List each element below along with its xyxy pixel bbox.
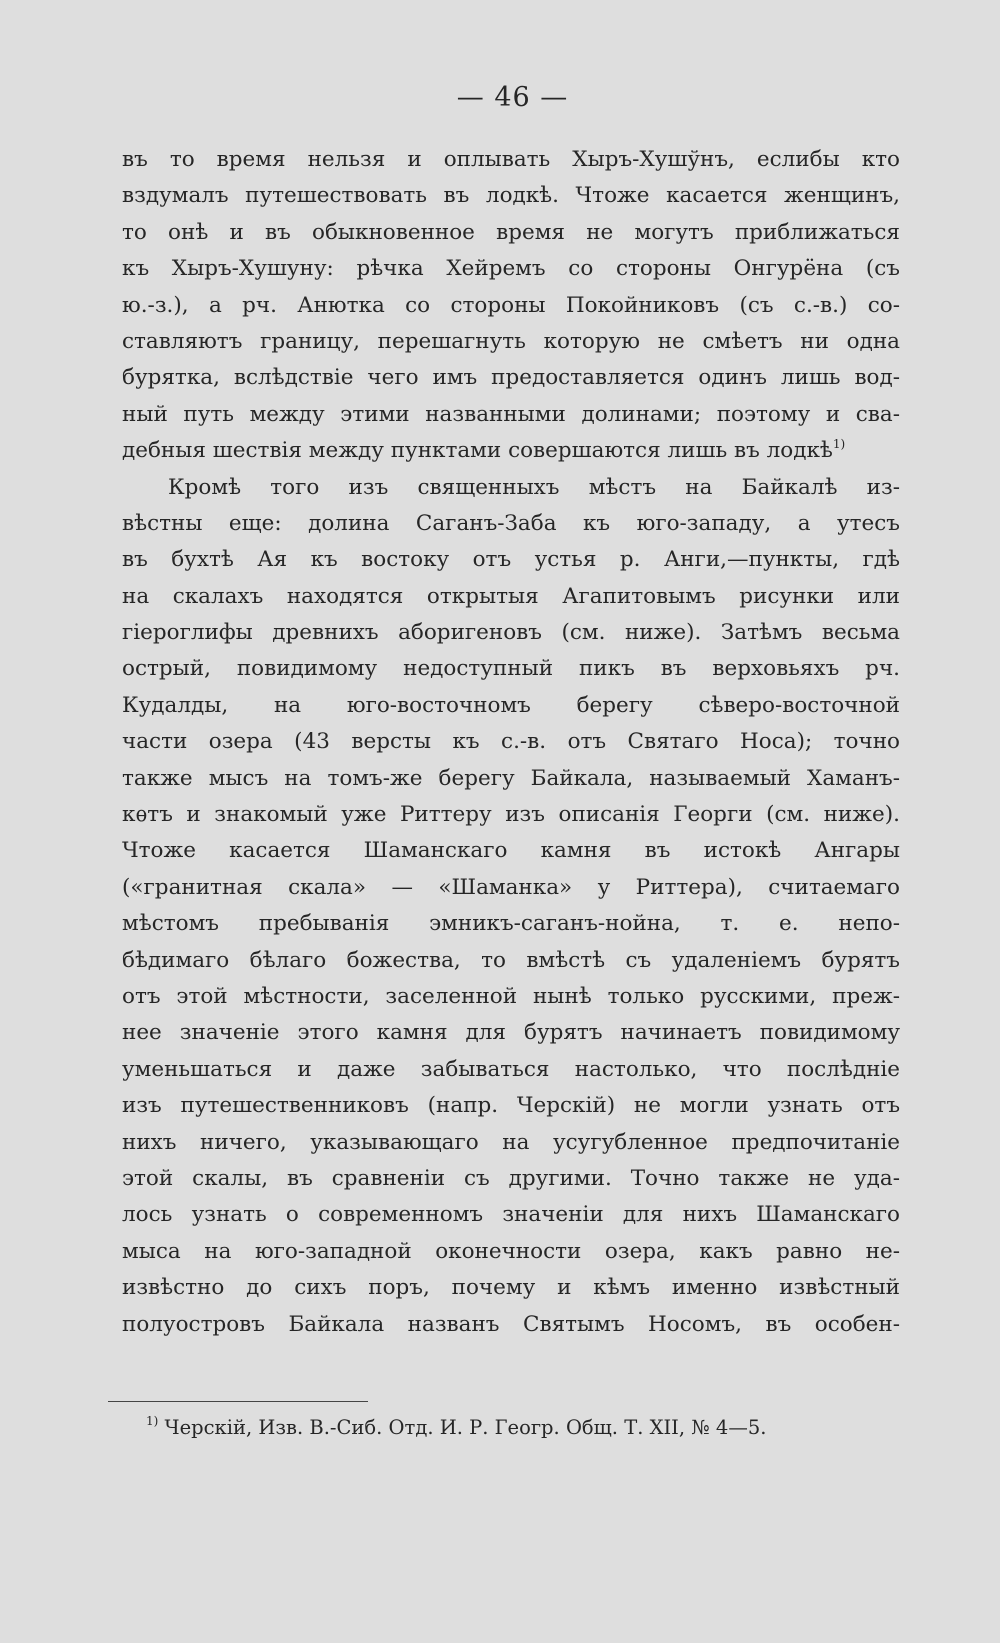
footnote-divider <box>108 1401 368 1402</box>
text-line: кѳтъ и знакомый уже Риттеру изъ описанія Георги (см. ниже). <box>122 802 900 828</box>
text-line: мыса на юго-западной оконечности озера, какъ равно не- <box>122 1238 900 1264</box>
text-line: къ Хыръ-Хушуну: рѣчка Хейремъ со стороны Онгурёна (съ <box>122 256 900 282</box>
text-line: то онѣ и въ обыкновенное время не могутъ приближаться <box>122 219 900 245</box>
footnote-marker: 1) <box>146 1414 159 1428</box>
text-line: нее значеніе этого камня для бурятъ начинаетъ повидимому <box>122 1020 900 1046</box>
text-line: въ бухтѣ Ая къ востоку отъ устья р. Анги,—пункты, гдѣ <box>122 547 900 573</box>
text-line: на скалахъ находятся открытыя Агапитовымъ рисунки или <box>122 583 900 609</box>
text-line: острый, повидимому недоступный пикъ въ верховьяхъ рч. <box>122 656 900 682</box>
text-line: нихъ ничего, указывающаго на усугубленное предпочитаніе <box>122 1129 900 1155</box>
text-line: ю.-з.), а рч. Анютка со стороны Покойниковъ (съ с.-в.) со- <box>122 292 900 318</box>
text-line: уменьшаться и даже забываться настолько, что послѣдніе <box>122 1056 900 1082</box>
footnote <box>108 1409 893 1447</box>
text-line: Чтоже касается Шаманскаго камня въ истокѣ Ангары <box>122 838 900 864</box>
text-line: этой скалы, въ сравненіи съ другими. Точно также не уда- <box>122 1165 900 1191</box>
page-number: — 46 — <box>456 82 569 113</box>
text-line: полуостровъ Байкала названъ Святымъ Носомъ, въ особен- <box>122 1311 900 1337</box>
text-line-content: дебныя шествія между пунктами совершаются лишь въ лодкѣ <box>122 438 833 464</box>
text-line: ный путь между этими названными долинами; поэтому и сва- <box>122 401 900 427</box>
text-line-with-footnote-ref <box>122 433 900 469</box>
text-line: также мысъ на томъ-же берегу Байкала, называемый Хаманъ- <box>122 765 900 791</box>
text-line: вздумалъ путешествовать въ лодкѣ. Чтоже касается женщинъ, <box>122 183 900 209</box>
text-line: въ то время нельзя и оплывать Хыръ-Хушўнъ, еслибы кто <box>122 147 900 172</box>
text-line: мѣстомъ пребыванія эмникъ-саганъ-нойна, т. е. непо- <box>122 911 900 937</box>
text-line: бѣдимаго бѣлаго божества, то вмѣстѣ съ удаленіемъ бурятъ <box>122 947 900 973</box>
text-line: изъ путешественниковъ (напр. Черскій) не могли узнать отъ <box>122 1093 900 1119</box>
text-line: гіероглифы древнихъ аборигеновъ (см. ниже). Затѣмъ весьма <box>122 620 900 646</box>
text-line: части озера (43 версты къ с.-в. отъ Святаго Носа); точно <box>122 729 900 755</box>
footnote-text: Черскій, Изв. В.-Сиб. Отд. И. Р. Геогр. Общ. Т. XII, № 4—5. <box>164 1416 767 1439</box>
text-line: («гранитная скала» — «Шаманка» у Риттера), считаемаго <box>122 874 900 900</box>
text-line: извѣстно до сихъ поръ, почему и кѣмъ именно извѣстный <box>122 1275 900 1301</box>
text-line: лось узнать о современномъ значеніи для нихъ Шаманскаго <box>122 1202 900 1228</box>
text-line: вѣстны еще: долина Саганъ-Заба къ юго-западу, а утесъ <box>122 510 900 536</box>
text-line: отъ этой мѣстности, заселенной нынѣ только русскими, преж- <box>122 983 900 1009</box>
paragraph-first-line: Кромѣ того изъ священныхъ мѣстъ на Байкалѣ из- <box>168 474 900 500</box>
body-text <box>122 142 900 1343</box>
text-line: бурятка, вслѣдствіе чего имъ предоставляется одинъ лишь вод- <box>122 365 900 391</box>
footnote-reference: 1) <box>832 437 846 452</box>
text-line: Кудалды, на юго-восточномъ берегу сѣверо-восточной <box>122 692 900 718</box>
text-line: ставляютъ границу, перешагнуть которую не смѣетъ ни одна <box>122 328 900 354</box>
